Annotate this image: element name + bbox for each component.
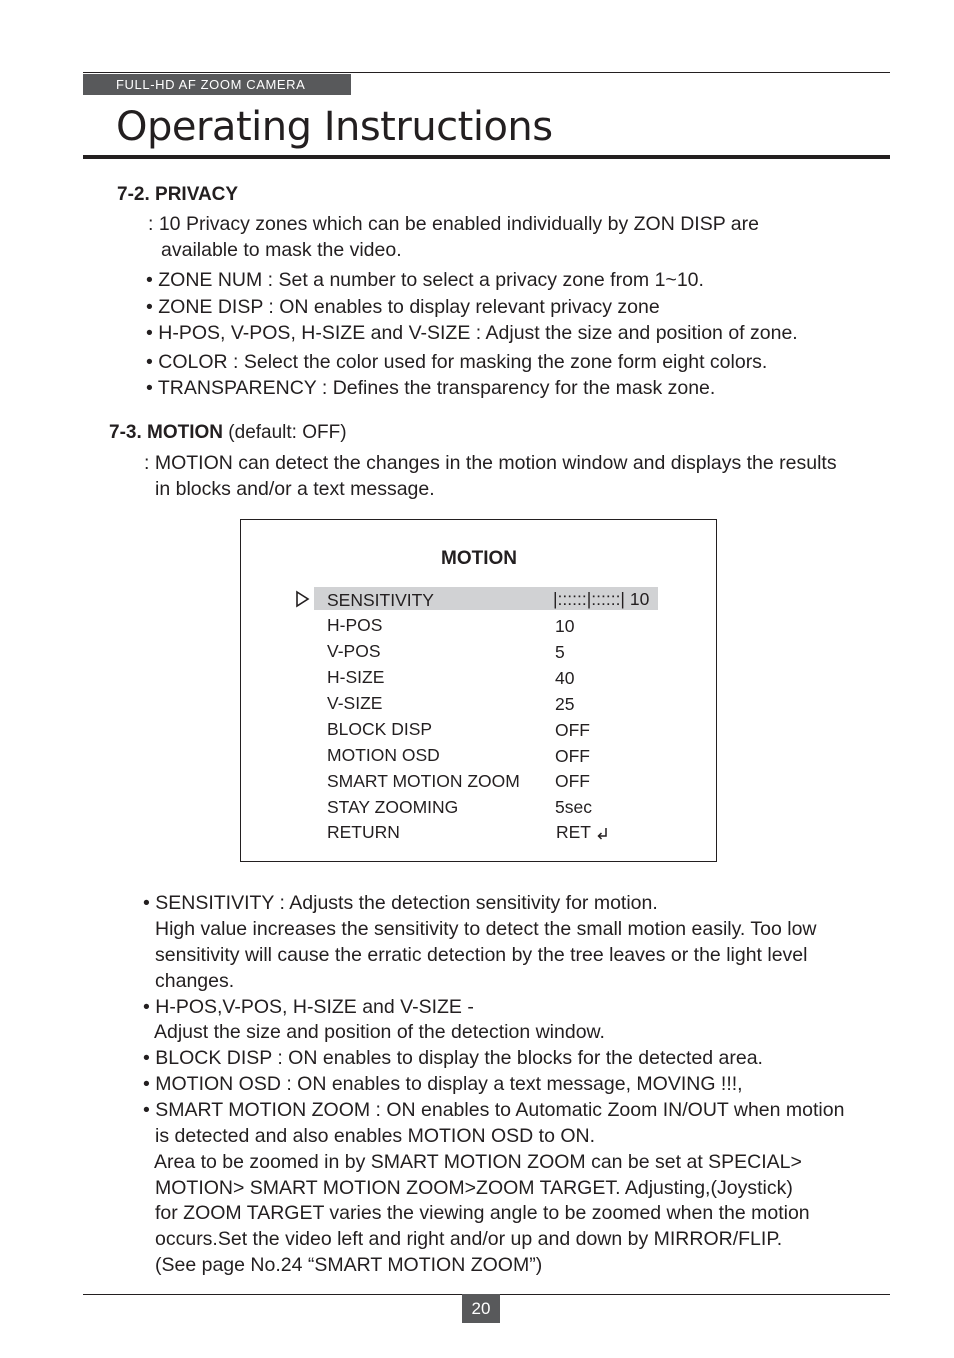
return-value-text: RET bbox=[556, 822, 591, 842]
motion-menu-panel bbox=[240, 519, 717, 862]
page-number: 20 bbox=[462, 1294, 500, 1323]
description-line: • BLOCK DISP : ON enables to display the blocks for the detected area. bbox=[143, 1047, 763, 1069]
privacy-bullet: • TRANSPARENCY : Defines the transparency for the mask zone. bbox=[146, 377, 716, 399]
menu-item-return: RETURN bbox=[327, 822, 400, 842]
description-line: Adjust the size and position of the detection window. bbox=[154, 1021, 605, 1043]
triangle-pointer-icon bbox=[295, 590, 311, 608]
menu-item-v-pos: V-POS bbox=[327, 641, 381, 661]
privacy-bullet: • COLOR : Select the color used for masking the zone form eight colors. bbox=[146, 351, 768, 373]
menu-item-stay-zooming: STAY ZOOMING bbox=[327, 797, 459, 817]
menu-item-v-size: V-SIZE bbox=[327, 693, 383, 713]
return-arrow-icon bbox=[596, 826, 610, 840]
privacy-bullet: • ZONE NUM : Set a number to select a privacy zone from 1~10. bbox=[146, 269, 704, 291]
menu-value-v-pos: 5 bbox=[555, 642, 565, 662]
menu-value-sensitivity: |::::::|::::::| 10 bbox=[553, 589, 650, 609]
motion-intro-line: in blocks and/or a text message. bbox=[155, 478, 435, 500]
menu-item-h-pos: H-POS bbox=[327, 615, 383, 635]
description-line: (See page No.24 “SMART MOTION ZOOM”) bbox=[155, 1254, 543, 1276]
menu-title: MOTION bbox=[441, 548, 517, 569]
description-line: MOTION> SMART MOTION ZOOM>ZOOM TARGET. Adjusting,(Joystick) bbox=[155, 1177, 793, 1199]
privacy-intro-line: : 10 Privacy zones which can be enabled individually by ZON DISP are bbox=[148, 213, 759, 235]
description-line: • SMART MOTION ZOOM : ON enables to Automatic Zoom IN/OUT when motion bbox=[143, 1099, 845, 1121]
description-line: is detected and also enables MOTION OSD to ON. bbox=[155, 1125, 596, 1147]
menu-value-motion-osd: OFF bbox=[555, 746, 590, 766]
motion-intro-line: : MOTION can detect the changes in the motion window and displays the results bbox=[144, 452, 837, 474]
menu-item-h-size: H-SIZE bbox=[327, 667, 385, 687]
menu-item-smart-motion-zoom: SMART MOTION ZOOM bbox=[327, 771, 520, 791]
description-line: occurs.Set the video left and right and/or up and down by MIRROR/FLIP. bbox=[155, 1228, 783, 1250]
menu-item-motion-osd: MOTION OSD bbox=[327, 745, 440, 765]
menu-value-v-size: 25 bbox=[555, 694, 575, 714]
motion-heading-label: 7-3. MOTION bbox=[109, 422, 224, 443]
description-line: Area to be zoomed in by SMART MOTION ZOOM can be set at SPECIAL> bbox=[154, 1151, 802, 1173]
menu-value-h-size: 40 bbox=[555, 668, 575, 688]
description-line: High value increases the sensitivity to detect the small motion easily. Too low bbox=[155, 918, 817, 940]
description-line: • SENSITIVITY : Adjusts the detection sensitivity for motion. bbox=[143, 892, 658, 914]
description-line: for ZOOM TARGET varies the viewing angle to be zoomed when the motion bbox=[155, 1202, 810, 1224]
menu-value-stay-zooming: 5sec bbox=[555, 797, 592, 817]
privacy-intro-line: available to mask the video. bbox=[161, 239, 402, 261]
product-tag: FULL-HD AF ZOOM CAMERA bbox=[83, 74, 351, 95]
menu-value-block-disp: OFF bbox=[555, 720, 590, 740]
menu-item-sensitivity: SENSITIVITY bbox=[327, 590, 434, 610]
privacy-heading: 7-2. PRIVACY bbox=[117, 184, 239, 205]
menu-value-return bbox=[556, 822, 610, 843]
menu-item-block-disp: BLOCK DISP bbox=[327, 719, 433, 739]
privacy-bullet: • H-POS, V-POS, H-SIZE and V-SIZE : Adjust the size and position of zone. bbox=[146, 322, 798, 344]
menu-value-smart-motion-zoom: OFF bbox=[555, 771, 590, 791]
description-line: changes. bbox=[155, 970, 235, 992]
description-line: • H-POS,V-POS, H-SIZE and V-SIZE - bbox=[143, 996, 474, 1018]
description-line: sensitivity will cause the erratic detection by the tree leaves or the light level bbox=[155, 944, 808, 966]
privacy-bullet: • ZONE DISP : ON enables to display relevant privacy zone bbox=[146, 296, 660, 318]
motion-heading-note: (default: OFF) bbox=[228, 422, 347, 443]
page-title: Operating Instructions bbox=[116, 104, 553, 150]
title-underline bbox=[83, 155, 890, 159]
motion-heading bbox=[109, 422, 347, 444]
menu-value-h-pos: 10 bbox=[555, 616, 575, 636]
header-top-rule bbox=[83, 72, 890, 73]
description-line: • MOTION OSD : ON enables to display a text message, MOVING !!!, bbox=[143, 1073, 743, 1095]
